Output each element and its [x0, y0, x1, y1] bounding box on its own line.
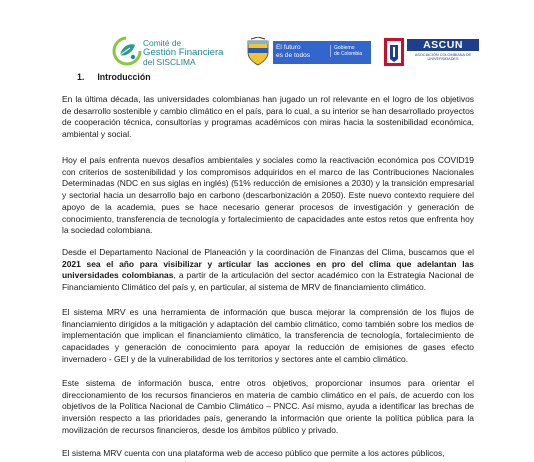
document-header [0, 0, 534, 76]
paragraph-6: El sistema MRV cuenta con una plataforma web de acceso público que permite a los actores públicos, [62, 448, 445, 458]
gobierno-banner [273, 41, 371, 64]
paragraph-3-end: , a partir de la articulación del sector académico con la Estrategia Nacional de Financiamiento Climático del país y, en particular, al sistema de MRV de financiamiento climático. [62, 270, 474, 293]
gobierno-line2: es de todos [276, 51, 311, 59]
colombia-shield-icon [245, 37, 271, 67]
paragraph-3-start: Desde el Departamento Nacional de Planeación y la coordinación de Finanzas del Clima, buscamos que el [62, 247, 474, 257]
section-heading [77, 72, 151, 82]
paragraph-4: El sistema MRV es una herramienta de información que busca mejorar la comprensión de los flujos de financiamiento dirigidos a la mitigación y adaptación del cambio climático, como también sobre los medios de implementación que implican el financiamiento climático, la transferencia de tecnología, fortalecimiento de capacidades y generación de conocimiento para apoyar la reducción de emisiones de gases efecto invernadero - GEI y de la vulnerabilidad de los territorios y sectores ante el cambio climático. [62, 307, 474, 364]
section-title: Introducción [97, 72, 151, 82]
sisclima-line1: Comité de [143, 38, 182, 48]
ascun-subtitle: ASOCIACIÓN COLOMBIANA DE UNIVERSIDADES [414, 53, 472, 62]
gobierno-line4: de Colombia [334, 51, 363, 57]
leaf-circle-icon [112, 36, 142, 66]
paragraph-5: Este sistema de información busca, entre otros objetivos, proporcionar insumos para orientar el direccionamiento de los recursos financieros en materia de cambio climático en el país, de acuerdo con los objetivos de la Política Nacional de Cambio Climático – PNCC. Así mismo, ayuda a identificar las brechas de inversión respecto a las prioridades país, generando la información que oriente la política pública para la movilización de recursos financieros, desde los ámbitos público y privado. [62, 378, 474, 435]
ascun-name: ASCUN [407, 39, 479, 51]
sisclima-logo [112, 36, 242, 70]
section-number: 1. [77, 72, 85, 82]
gobierno-line1: El futuro [276, 44, 301, 51]
sisclima-line3: del SISCLIMA [143, 57, 196, 67]
gobierno-logo [245, 37, 373, 68]
paragraph-2: Hoy el país enfrenta nuevos desafíos ambientales y sociales como la reactivación económica pos COVID19 con criterios de sostenibilidad y los compromisos adquiridos en el marco de las Contribuciones Nacionales Determinadas (NDC en sus siglas en inglés) (51% reducción de emisiones a 2030) y la transición empresarial y sectorial hacia un desarrollo bajo en carbono (descarbonización a 2050). Este nuevo contexto requiere del apoyo de la academia, pues se hace necesario generar procesos de investigación y generación de conocimiento, transferencia de tecnología y fortalecimiento de capacidades ante estos retos que enfrenta hoy la sociedad colombiana. [62, 155, 474, 236]
ascun-crest-icon [383, 37, 405, 67]
paragraph-3 [62, 247, 474, 294]
gobierno-line3: Gobierno [334, 45, 355, 51]
paragraph-1: En la última década, las universidades colombianas han jugado un rol relevante en el logro de los objetivos de desarrollo sostenible y cambio climático en el país, para lo cual, a su interior se han desarrollado proyectos de cooperación técnica, consultorías y programas académicos con miras hacia la sostenibilidad económica, ambiental y social. [62, 94, 474, 140]
sisclima-line2: Gestión Financiera [143, 47, 224, 58]
ascun-logo [383, 37, 481, 69]
paragraph-3-emphasis: 2021 sea el año para visibilizar y articular las acciones en pro del clima que adelantan las universidades colombianas [62, 258, 474, 281]
